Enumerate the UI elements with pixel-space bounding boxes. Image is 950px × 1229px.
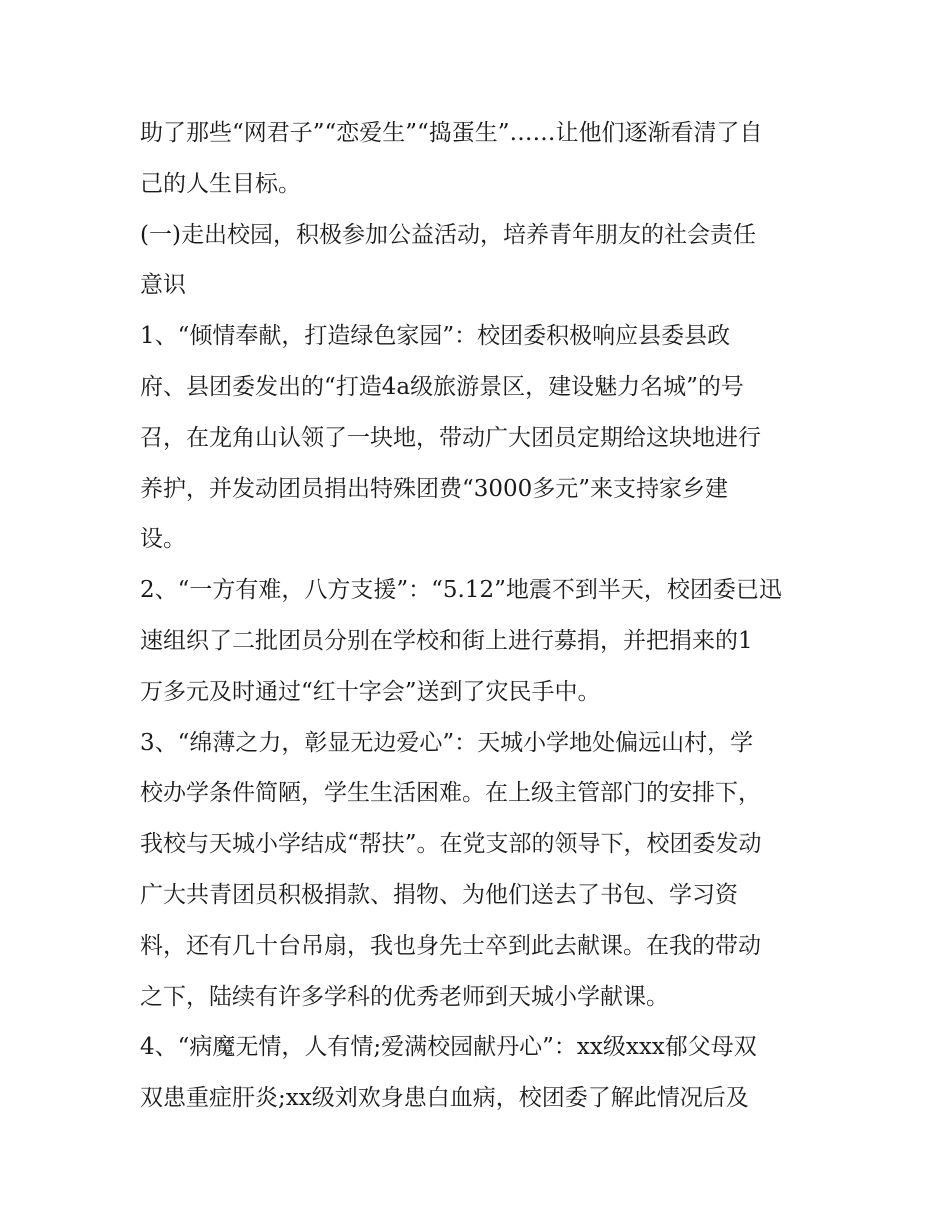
text-line: 3、“绵薄之力，彰显无边爱心”：天城小学地处偏远山村，学 [140, 729, 754, 756]
section-heading-line: 意识 [140, 272, 186, 299]
text-line: 之下，陆续有许多学科的优秀老师到天城小学献课。 [140, 983, 669, 1010]
text-line: 己的人生目标。 [140, 170, 301, 197]
text-line: 万多元及时通过“红十字会”送到了灾民手中。 [140, 678, 601, 705]
text-line: 召，在龙角山认领了一块地，带动广大团员定期给这块地进行 [140, 424, 761, 451]
text-line: 1、“倾情奉献，打造绿色家园”：校团委积极响应县委县政 [140, 323, 731, 350]
document-body [140, 108, 820, 1124]
text-line: 料，还有几十台吊扇，我也身先士卒到此去献课。在我的带动 [140, 932, 761, 959]
text-line: 我校与天城小学结成“帮扶”。在党支部的领导下，校团委发动 [140, 831, 762, 858]
text-line: 府、县团委发出的“打造4a级旅游景区，建设魅力名城”的号 [140, 373, 744, 400]
text-line: 双患重症肝炎;xx级刘欢身患白血病，校团委了解此情况后及 [140, 1085, 749, 1112]
text-line: 2、“一方有难，八方支援”：“5.12”地震不到半天，校团委已迅 [140, 577, 782, 604]
text-line: 设。 [140, 526, 186, 553]
text-line: 养护，并发动团员捐出特殊团费“3000多元”来支持家乡建 [140, 475, 729, 502]
text-line: 助了那些“网君子”“恋爱生”“捣蛋生”……让他们逐渐看清了自 [140, 120, 763, 146]
text-line: 广大共青团员积极捐款、捐物、为他们送去了书包、学习资 [140, 881, 738, 908]
section-heading-line: (一)走出校园，积极参加公益活动，培养青年朋友的社会责任 [140, 221, 756, 248]
text-line: 校办学条件简陋，学生生活困难。在上级主管部门的安排下， [140, 780, 761, 807]
text-line: 速组织了二批团员分别在学校和街上进行募捐，并把捐来的1 [140, 627, 753, 654]
text-line: 4、“病魔无情，人有情;爱满校园献丹心”：xx级xxx郁父母双 [140, 1034, 757, 1061]
